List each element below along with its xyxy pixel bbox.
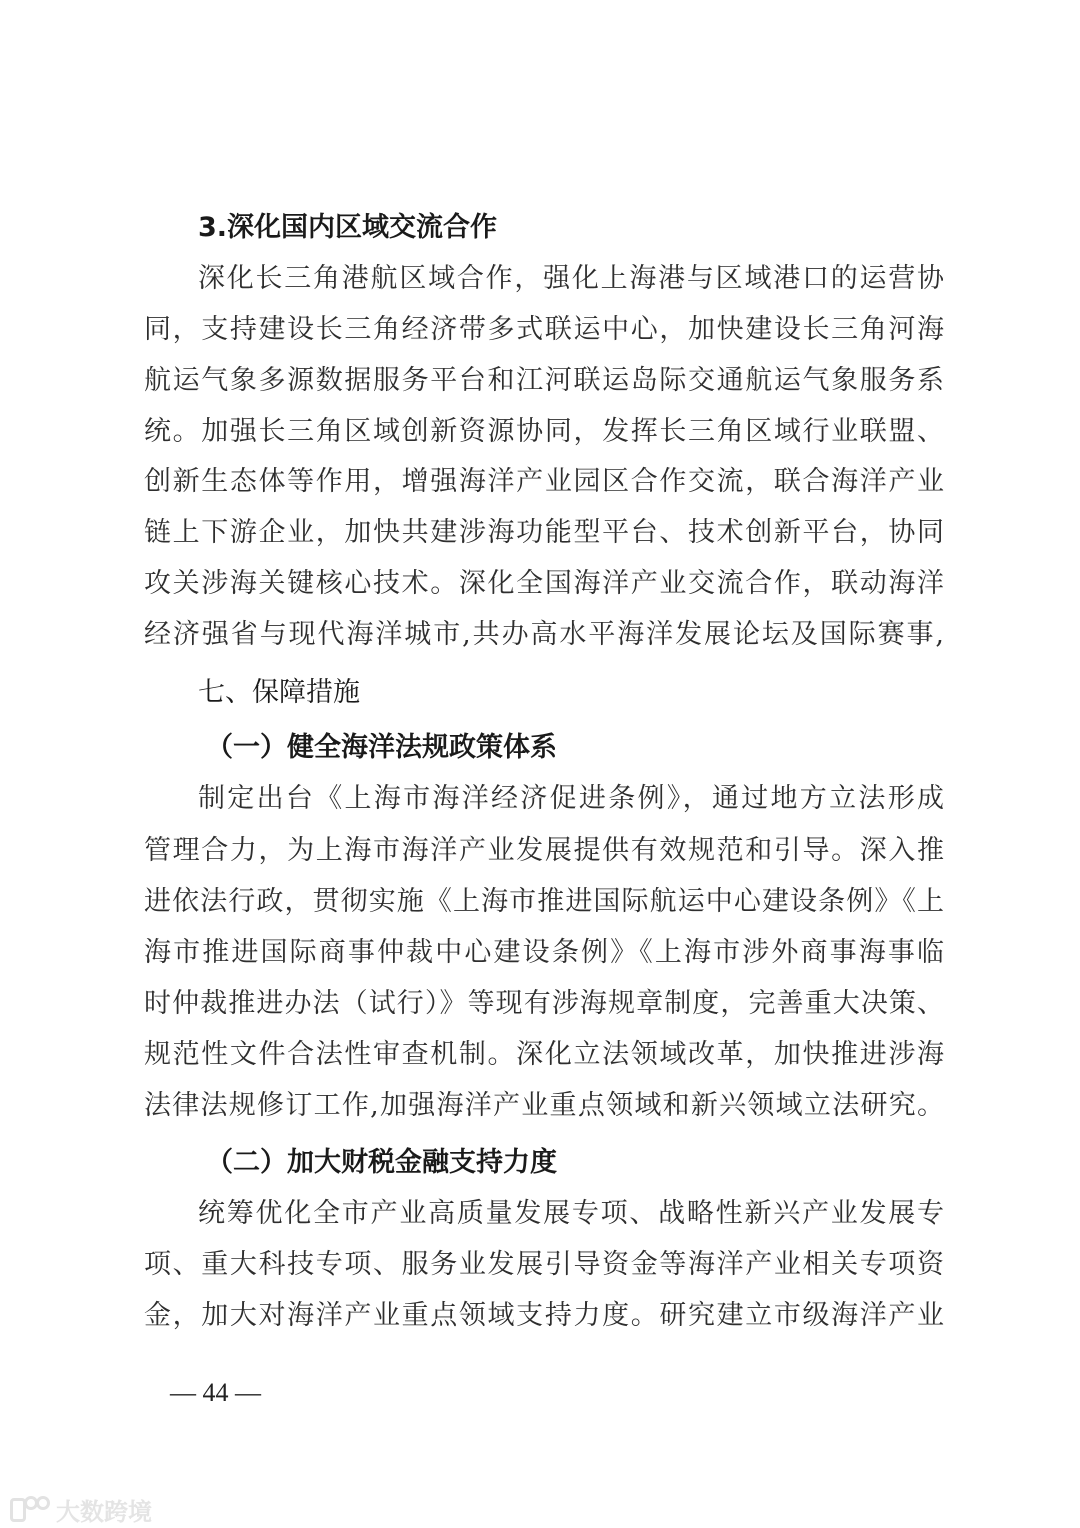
- paragraph-line: 项、重大科技专项、服务业发展引导资金等海洋产业相关专项资: [144, 1249, 944, 1280]
- paragraph-line: 攻关涉海关键核心技术。深化全国海洋产业交流合作，联动海洋: [144, 568, 944, 599]
- paragraph-line: 深化长三角港航区域合作，强化上海港与区域港口的运营协: [198, 263, 944, 294]
- paragraph-line: 法律法规修订工作,加强海洋产业重点领域和新兴领域立法研究。: [144, 1090, 944, 1121]
- paragraph-line: 链上下游企业，加快共建涉海功能型平台、技术创新平台，协同: [144, 517, 944, 548]
- paragraph-line: 金，加大对海洋产业重点领域支持力度。研究建立市级海洋产业: [144, 1300, 944, 1331]
- section-heading: 3.深化国内区域交流合作: [198, 212, 498, 243]
- paragraph-line: 同，支持建设长三角经济带多式联运中心，加快建设长三角河海: [144, 314, 944, 345]
- chapter-heading: 七、保障措施: [198, 677, 360, 708]
- subsection-heading: （一）健全海洋法规政策体系: [206, 732, 557, 763]
- paragraph-line: 海市推进国际商事仲裁中心建设条例》《上海市涉外商事海事临: [144, 937, 944, 968]
- paragraph-line: 创新生态体等作用，增强海洋产业园区合作交流，联合海洋产业: [144, 466, 944, 497]
- paragraph-line: 航运气象多源数据服务平台和江河联运岛际交通航运气象服务系: [144, 365, 944, 396]
- watermark-logo-icon: [10, 1496, 50, 1522]
- paragraph-line: 规范性文件合法性审查机制。深化立法领域改革，加快推进涉海: [144, 1039, 944, 1070]
- paragraph-line: 时仲裁推进办法（试行）》等现有涉海规章制度，完善重大决策、: [144, 988, 944, 1019]
- watermark-text: 大数跨境: [56, 1497, 152, 1526]
- paragraph-line: 经济强省与现代海洋城市,共办高水平海洋发展论坛及国际赛事,: [144, 619, 944, 650]
- paragraph-line: 统。加强长三角区域创新资源协同，发挥长三角区域行业联盟、: [144, 416, 944, 447]
- watermark: [10, 1494, 152, 1524]
- paragraph-line: 管理合力，为上海市海洋产业发展提供有效规范和引导。深入推: [144, 835, 944, 866]
- paragraph-line: 制定出台《上海市海洋经济促进条例》，通过地方立法形成: [198, 783, 944, 814]
- paragraph-line: 统筹优化全市产业高质量发展专项、战略性新兴产业发展专: [198, 1198, 944, 1229]
- paragraph-line: 进依法行政，贯彻实施《上海市推进国际航运中心建设条例》《上: [144, 886, 944, 917]
- page-number: — 44 —: [170, 1378, 261, 1407]
- subsection-heading: （二）加大财税金融支持力度: [206, 1147, 557, 1178]
